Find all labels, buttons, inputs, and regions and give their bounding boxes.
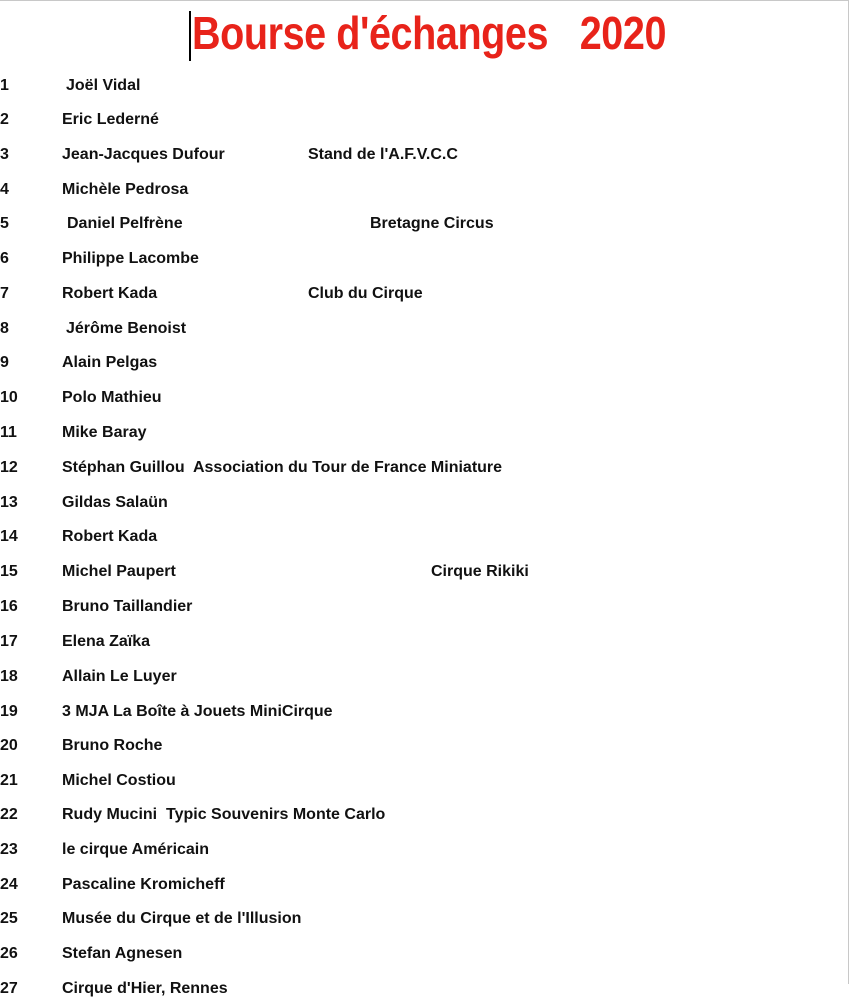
item-name: Eric Lederné [62,111,159,128]
item-name: Allain Le Luyer [62,668,177,685]
item-organization: Cirque Rikiki [431,563,529,580]
item-number: 8 [0,320,9,337]
item-name: Robert Kada [62,528,158,545]
item-number: 27 [0,980,18,997]
item-number: 7 [0,285,9,302]
item-number: 20 [0,737,18,754]
item-name: Joël Vidal [66,77,141,94]
item-name: Jérôme Benoist [66,320,187,337]
item-number: 2 [0,111,9,128]
page-title: Bourse d'échanges 2020 [192,7,667,59]
item-number: 9 [0,354,9,371]
item-name: Stéphan Guillou Association du Tour de France Miniature [62,459,503,476]
item-name: Philippe Lacombe [62,250,199,267]
item-name: Alain Pelgas [62,354,158,371]
item-number: 16 [0,598,18,615]
item-name: Mike Baray [62,424,147,441]
item-number: 22 [0,806,18,823]
item-number: 19 [0,703,18,720]
item-name: Bruno Taillandier [62,598,193,615]
item-number: 15 [0,563,18,580]
item-number: 23 [0,841,18,858]
item-name: Bruno Roche [62,737,163,754]
item-organization: Bretagne Circus [370,215,494,232]
item-organization: Club du Cirque [308,285,423,302]
item-number: 4 [0,181,9,198]
item-number: 24 [0,876,18,893]
item-name: Stefan Agnesen [62,945,183,962]
item-number: 17 [0,633,18,650]
item-name: Jean-Jacques Dufour [62,146,225,163]
item-number: 11 [0,424,17,441]
item-name: Michel Paupert [62,563,176,580]
item-name: Cirque d'Hier, Rennes [62,980,228,997]
item-name: Polo Mathieu [62,389,162,406]
item-name: Rudy Mucini Typic Souvenirs Monte Carlo [62,806,386,823]
item-number: 6 [0,250,9,267]
item-name: le cirque Américain [62,841,210,858]
item-number: 1 [0,77,9,94]
item-name: Pascaline Kromicheff [62,876,225,893]
item-number: 3 [0,146,9,163]
item-name: Musée du Cirque et de l'Illusion [62,910,302,927]
item-name: Robert Kada [62,285,158,302]
title-area [0,5,850,61]
item-number: 14 [0,528,18,545]
item-name: Elena Zaïka [62,633,151,650]
item-name: Gildas Salaün [62,494,168,511]
item-name: Michel Costiou [62,772,176,789]
item-number: 18 [0,668,18,685]
item-number: 10 [0,389,18,406]
item-name: 3 MJA La Boîte à Jouets MiniCirque [62,703,333,720]
item-number: 21 [0,772,18,789]
item-number: 13 [0,494,18,511]
item-organization: Stand de l'A.F.V.C.C [308,146,458,163]
item-name: Daniel Pelfrène [67,215,183,232]
item-number: 5 [0,215,9,232]
item-number: 12 [0,459,18,476]
item-number: 26 [0,945,18,962]
text-cursor [189,11,191,61]
item-name: Michèle Pedrosa [62,181,189,198]
item-number: 25 [0,910,18,927]
